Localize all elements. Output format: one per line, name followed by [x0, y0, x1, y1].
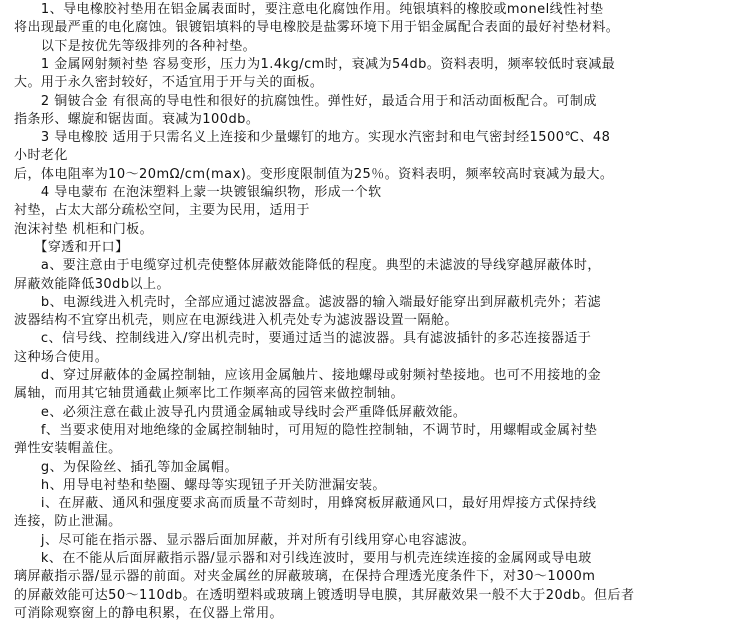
text-line: 这种场合使用。 — [14, 349, 109, 365]
text-line: 后，体电阻率为10～20mΩ/cm(max)。变形度限制值为25％。资料表明，频率较高时衰减为最大。 — [14, 166, 614, 182]
text-line: h、用导电衬垫和垫圈、螺母等实现钮子开关防泄漏安装。 — [14, 477, 386, 493]
text-line: 泡沫衬垫 机柜和门板。 — [14, 221, 154, 237]
text-line: 1、导电橡胶衬垫用在铝金属表面时，要注意电化腐蚀作用。纯银填料的橡胶或monel线性衬垫 — [14, 2, 604, 17]
text-line: 连接，防止泄漏。 — [14, 514, 122, 530]
text-line: 4 导电蒙布 在泡沫塑料上蒙一块镀银编织物，形成一个软 — [14, 185, 382, 200]
text-line: a、要注意由于电缆穿过机壳使整体屏蔽效能降低的程度。典型的未滤波的导线穿越屏蔽体时， — [14, 258, 601, 274]
text-line: f、当要求使用对地绝缘的金属控制轴时，可用短的隐性控制轴，不调节时，用螺帽或金属衬垫 — [14, 422, 598, 438]
text-line: 以下是按优先等级排列的各种衬垫。 — [14, 38, 257, 54]
text-line: j、尽可能在指示器、显示器后面加屏蔽，并对所有引线用穿心电容滤波。 — [14, 532, 476, 548]
text-line: 1 金属网射频衬垫 容易变形，压力为1.4kg/cm时，衰减为54db。资料表明，频率较低时衰减最 — [14, 56, 616, 72]
text-line: c、信号线、控制线进入/穿出机壳时，要通过适当的滤波器。具有滤波插针的多芯连接器适于 — [14, 331, 592, 347]
text-line: k、在不能从后面屏蔽指示器/显示器和对引线连波时，要用与机壳连续连接的金属网或导电玻 — [14, 551, 592, 566]
text-line: 属轴，而用其它轴贯通截止频率比工作频率高的园管来做控制轴。 — [14, 386, 405, 402]
text-line: 的屏蔽效能可达50～110db。在透明塑料或玻璃上镀透明导电膜，其屏蔽效果一般不大于20db。但后者 — [14, 587, 635, 603]
text-line: 小时老化 — [14, 148, 68, 164]
text-line: 波器结构不宜穿出机壳，则应在电源线进入机壳处专为滤波器设置一隔舱。 — [14, 313, 458, 329]
text-line: 璃屏蔽指示器/显示器的前面。对夹金属丝的屏蔽玻璃，在保持合理透光度条件下，对30～1000m — [14, 569, 596, 585]
text-line: 屏蔽效能降低30db以上。 — [14, 276, 170, 292]
text-line: 可消除观察窗上的静电积累，在仪器上常用。 — [14, 605, 284, 621]
text-line: 将出现最严重的电化腐蚀。银镀铝填料的导电橡胶是盐雾环境下用于铝金属配合表面的最好衬垫材料。 — [14, 20, 620, 36]
text-line: 3 导电橡胶 适用于只需名义上连接和少量螺钉的地方。实现水汽密封和电气密封经1500℃、48 — [14, 130, 611, 146]
text-line: 【穿透和开口】 — [14, 239, 129, 255]
text-line: 指条形、螺旋和锯齿面。衰减为100db。 — [14, 111, 260, 127]
text-line: 2 铜铍合金 有很高的导电性和很好的抗腐蚀性。弹性好，最适合用于和活动面板配合。可制成 — [14, 93, 597, 109]
text-line: 大。用于永久密封较好，不适宜用于开与关的面板。 — [14, 75, 324, 91]
text-line: g、为保险丝、插孔等加金属帽。 — [14, 459, 238, 475]
text-line: b、电源线进入机壳时，全部应通过滤波器盒。滤波器的输入端最好能穿出到屏蔽机壳外；若滤 — [14, 294, 602, 310]
text-line: d、穿过屏蔽体的金属控制轴，应该用金属触片、接地螺母或射频衬垫接地。也可不用接地的金 — [14, 368, 602, 383]
text-line: e、必须注意在截止波导孔内贯通金属轴或导线时会严重降低屏蔽效能。 — [14, 404, 467, 420]
text-line: i、在屏蔽、通风和强度要求高而质量不苛刻时，用蜂窝板屏蔽通风口，最好用焊接方式保持线 — [14, 496, 597, 512]
text-line: 衬垫，占太大部分疏松空间，主要为民用，适用于 — [14, 203, 310, 219]
text-line: 弹性安装帽盖住。 — [14, 441, 122, 457]
